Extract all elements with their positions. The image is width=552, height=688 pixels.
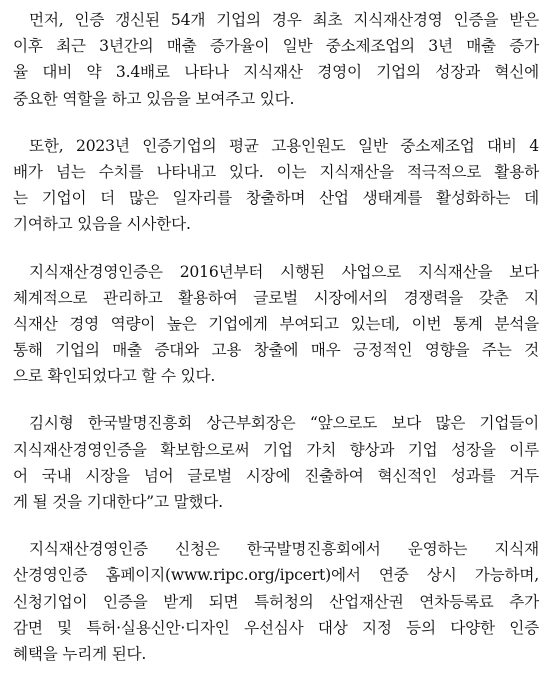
text-line: 체계적으로 관리하고 활용하여 글로벌 시장에서의 경쟁력을 갖춘 지: [13, 288, 539, 307]
paragraph-4: [13, 410, 539, 515]
text-line: 먼저, 인증 갱신된 54개 기업의 경우 최초 지식재산경영 인증을 받은: [29, 11, 539, 29]
paragraph-1: [13, 7, 539, 112]
article-body: [13, 7, 539, 688]
text-line: 게 될 것을 기대한다”고 말했다.: [13, 493, 223, 511]
text-line: 식재산 경영 역량이 높은 기업에게 부여되고 있는데, 이번 통계 분석을: [13, 314, 539, 333]
text-line: 지식재산경영인증은 2016년부터 시행된 사업으로 지식재산을 보다: [29, 262, 539, 281]
paragraph-3: [13, 259, 539, 390]
text-line: 또한, 2023년 인증기업의 평균 고용인원도 일반 중소제조업 대비 4: [29, 136, 539, 155]
paragraph-2: [13, 133, 539, 238]
paragraph-5: [13, 536, 539, 667]
text-line: 지식재산경영인증 신청은 한국발명진흥회에서 운영하는 지식재: [29, 540, 539, 559]
text-line: 중요한 역할을 하고 있음을 보여주고 있다.: [13, 89, 295, 108]
text-line: 통해 기업의 매출 증대와 고용 창출에 매우 긍정적인 영향을 주는 것: [13, 341, 539, 360]
text-line: 율 대비 약 3.4배로 나타나 지식재산 경영이 기업의 성장과 혁신에: [13, 63, 539, 82]
text-line: 기여하고 있음을 시사한다.: [13, 215, 191, 234]
text-line: 배가 넘는 수치를 나타내고 있다. 이는 지식재산을 적극적으로 활용하: [13, 162, 539, 181]
text-line: 신청기업이 인증을 받게 되면 특허청의 산업재산권 연차등록료 추가: [13, 592, 539, 611]
text-line: 지식재산경영인증을 확보함으로써 기업 가치 향상과 기업 성장을 이루: [13, 440, 539, 459]
text-line: 김시형 한국발명진흥회 상근부회장은 “앞으로도 보다 많은 기업들이: [29, 414, 539, 433]
text-line: 산경영인증 홈페이지(www.ripc.org/ipcert)에서 연중 상시 가능하며,: [13, 566, 539, 585]
text-line: 는 기업이 더 많은 일자리를 창출하며 산업 생태계를 활성화하는 데: [13, 189, 539, 208]
text-line: 으로 확인되었다고 할 수 있다.: [13, 367, 216, 386]
text-line: 혜택을 누리게 된다.: [13, 644, 147, 663]
text-line: 이후 최근 3년간의 매출 증가율이 일반 중소제조업의 3년 매출 증가: [13, 37, 539, 56]
text-line: 감면 및 특허·실용신안·디자인 우선심사 대상 지정 등의 다양한 인증: [13, 618, 539, 637]
text-line: 어 국내 시장을 넘어 글로벌 시장에 진출하여 혁신적인 성과를 거두: [13, 466, 539, 485]
